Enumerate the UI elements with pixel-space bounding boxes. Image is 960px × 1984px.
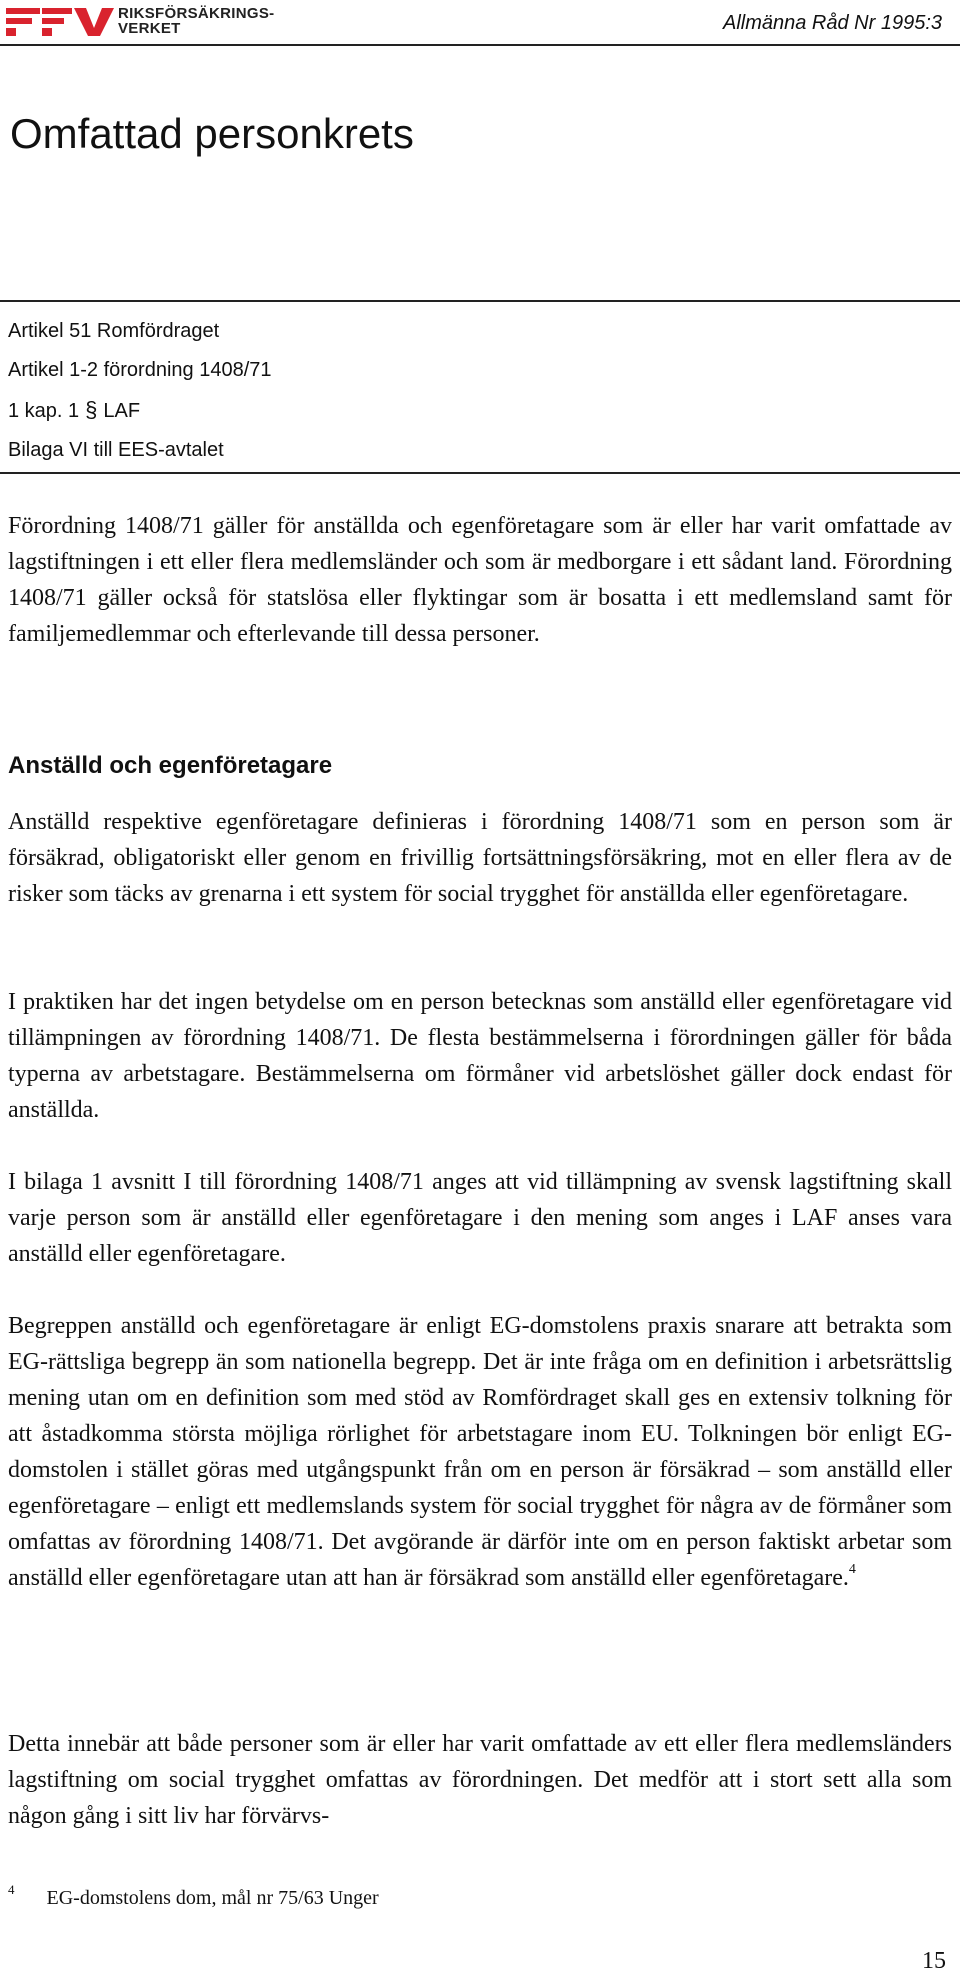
legal-references-box — [0, 300, 960, 474]
section-paragraph-3: I bilaga 1 avsnitt I till förordning 1408/71 anges att vid tillämpning av svensk lagstiftning skall varje person som är anställd eller egenföretagare i den mening som anges i LAF anses vara anställd eller egenföretagare. — [8, 1169, 952, 1267]
footnote — [8, 1882, 379, 1910]
document-reference: Allmänna Råd Nr 1995:3 — [722, 12, 942, 34]
section-paragraph-5: Detta innebär att både personer som är eller har varit omfattade av ett eller flera medlemsländers lagstiftning om social trygghet omfattas av förordningen. Det medför att i stort sett alla som någon gång i sitt liv har förvärvs- — [8, 1731, 952, 1829]
legal-ref-2: Artikel 1-2 förordning 1408/71 — [8, 359, 272, 381]
footnote-text: EG-domstolens dom, mål nr 75/63 Unger — [46, 1887, 379, 1909]
footnote-number: 4 — [8, 1882, 15, 1897]
section-paragraph-4-text: Begreppen anställd och egenföretagare är enligt EG-domstolens praxis snarare att betrakta som EG-rättsliga begrepp än som nationella begrepp. Det är inte fråga om en definition i arbetsrättslig mening utan om en definition som med stöd av Romfördraget skall ges en extensiv tolkning för att åstadkomma största möjliga rörlighet för arbetstagare inom EU. Tolkningen bör enligt EG-domstolen i stället göras med utgångspunkt från om en person är försäkrad – som anställd eller egenföretagare – enligt ett medlemslands system för social trygghet för några av de förmåner som omfattas av förordning 1408/71. Det avgörande är därför inte om en person faktiskt arbetar som anställd eller egenföretagare utan att han är försäkrad som anställd eller egenföretagare. — [8, 1313, 952, 1591]
page-title: Omfattad personkrets — [10, 110, 414, 157]
logo-text-line1: RIKSFÖRSÄKRINGS- — [118, 5, 275, 22]
page-number: 15 — [922, 1948, 946, 1974]
legal-ref-3-prefix: 1 kap. 1 — [8, 400, 80, 422]
logo-text — [118, 6, 274, 36]
section-paragraph-2: I praktiken har det ingen betydelse om en person betecknas som anställd eller egenföretagare vid tillämpningen av förordning 1408/71. De flesta bestämmelserna i förordningen gäller för båda typerna av arbetstagare. Bestämmelserna om förmåner vid arbetslöshet gäller dock endast för anställda. — [8, 989, 952, 1123]
page-header — [0, 0, 960, 46]
footnote-reference[interactable]: 4 — [848, 1562, 856, 1577]
rfv-logo-mark — [6, 4, 114, 38]
section-paragraph-4 — [8, 1308, 952, 1596]
section-heading: Anställd och egenföretagare — [8, 752, 333, 779]
rfv-logo — [6, 4, 276, 38]
legal-ref-3-suffix: LAF — [103, 400, 141, 422]
logo-text-line2: VERKET — [118, 20, 181, 37]
paragraph-sign: § — [85, 397, 98, 422]
legal-ref-3 — [0, 390, 960, 431]
section-paragraph-1: Anställd respektive egenföretagare definieras i förordning 1408/71 som en person som är försäkrad, obligatoriskt eller genom en frivillig fortsättningsförsäkring, mot en eller flera av de risker som täcks av grenarna i ett system för social trygghet för anställda eller egenföretagare. — [8, 809, 952, 907]
legal-ref-4: Bilaga VI till EES-avtalet — [8, 439, 224, 461]
intro-paragraph: Förordning 1408/71 gäller för anställda och egenföretagare som är eller har varit omfattade av lagstiftningen i ett eller flera medlemsländer och som är medborgare i ett sådant land. Förordning 1408/71 gäller också för statslösa eller flyktingar som är bosatta i ett medlemsland samt för familjemedlemmar och efterlevande till dessa personer. — [8, 513, 952, 647]
legal-ref-1: Artikel 51 Romfördraget — [8, 320, 220, 342]
